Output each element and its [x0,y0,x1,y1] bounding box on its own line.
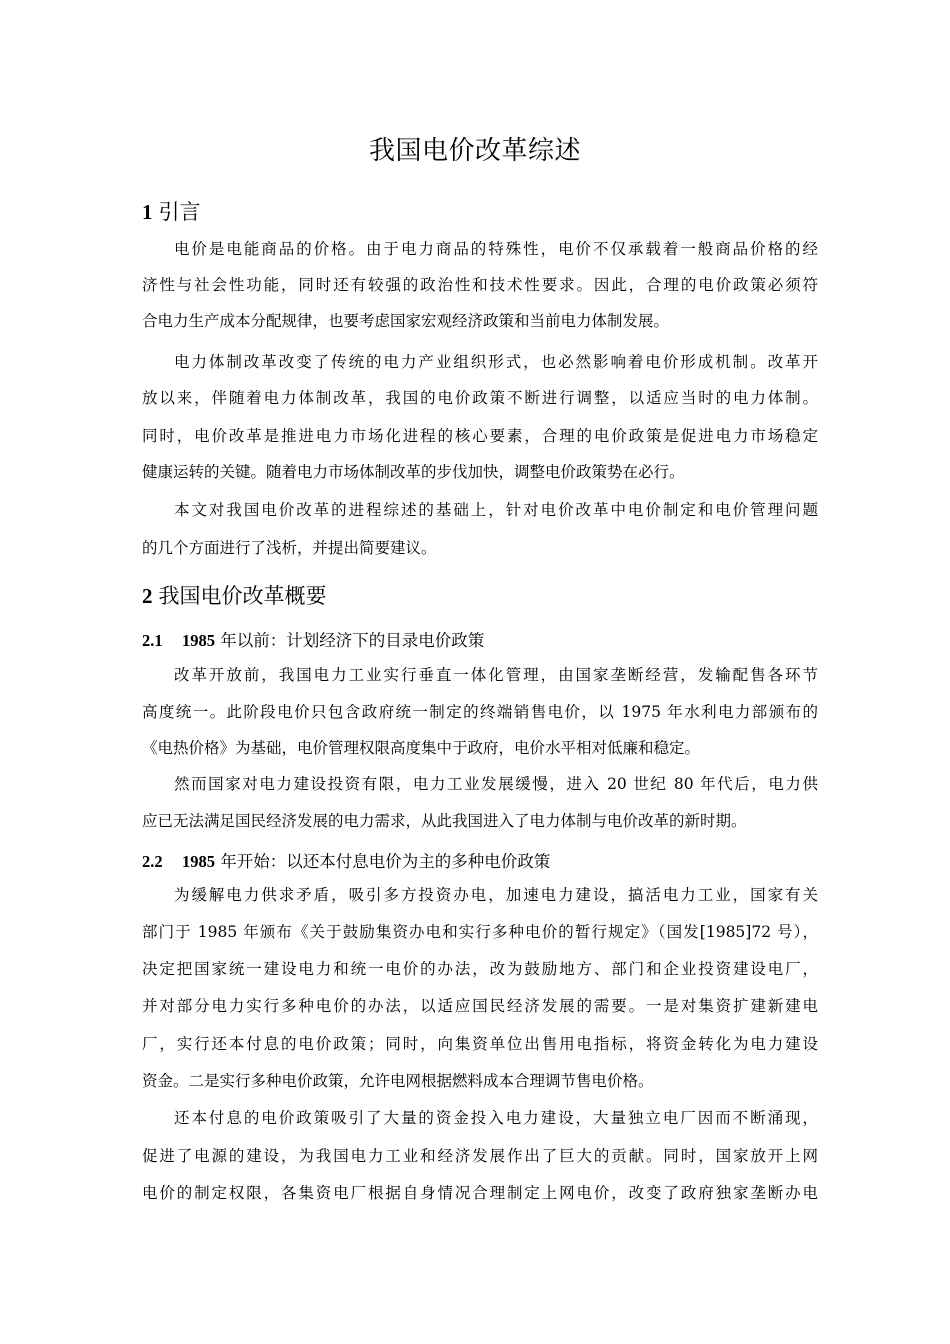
paragraph-line: 健康运转的关键。随着电力市场体制改革的步伐加快，调整电价政策势在必行。 [142,463,685,481]
paragraph-line: 部门于 1985 年颁布《关于鼓励集资办电和实行多种电价的暂行规定》（国发[1985]72 号）， [142,923,818,941]
paragraph-line: 还本付息的电价政策吸引了大量的资金投入电力建设，大量独立电厂因而不断涌现， [174,1109,818,1127]
subsection-number: 2.2 [142,852,163,871]
paragraph-line: 电价是电能商品的价格。由于电力商品的特殊性，电价不仅承载着一般商品价格的经 [174,240,818,258]
paragraph-line: 《电热价格》为基础，电价管理权限高度集中于政府，电价水平相对低廉和稳定。 [142,739,701,757]
paragraph-line: 高度统一。此阶段电价只包含政府统一制定的终端销售电价，以 1975 年水利电力部颁布的 [142,703,818,721]
paragraph-line: 并对部分电力实行多种电价的办法，以适应国民经济发展的需要。一是对集资扩建新建电 [142,997,818,1015]
document-title: 我国电价改革综述 [368,136,581,166]
paragraph-line: 本文对我国电价改革的进程综述的基础上，针对电价改革中电价制定和电价管理问题 [174,501,818,519]
section-title: 我国电价改革概要 [158,584,327,608]
subsection-title: 年开始：以还本付息电价为主的多种电价政策 [220,852,551,871]
paragraph-line: 济性与社会性功能，同时还有较强的政治性和技术性要求。因此，合理的电价政策必须符 [142,276,818,294]
subsection-heading-2-2 [142,848,550,872]
section-title: 引言 [158,200,201,224]
paragraph-line: 放以来，伴随着电力体制改革，我国的电价政策不断进行调整，以适应当时的电力体制。 [142,389,818,407]
paragraph-line: 合电力生产成本分配规律，也要考虑国家宏观经济政策和当前电力体制发展。 [142,312,670,330]
section-number: 2 [142,584,153,608]
paragraph-line: 电价的制定权限，各集资电厂根据自身情况合理制定上网电价，改变了政府独家垄断办电 [142,1184,818,1202]
paragraph-line: 电力体制改革改变了传统的电力产业组织形式，也必然影响着电价形成机制。改革开 [174,353,818,371]
paragraph-line: 改革开放前，我国电力工业实行垂直一体化管理，由国家垄断经营，发输配售各环节 [174,666,818,684]
paragraph-line: 的几个方面进行了浅析，并提出简要建议。 [142,539,437,557]
paragraph-line: 决定把国家统一建设电力和统一电价的办法，改为鼓励地方、部门和企业投资建设电厂， [142,960,818,978]
section-heading-2 [142,580,327,610]
subsection-heading-2-1 [142,627,484,651]
section-heading-1 [142,196,201,226]
subsection-title: 年以前：计划经济下的目录电价政策 [220,631,485,650]
paragraph-line: 然而国家对电力建设投资有限，电力工业发展缓慢，进入 20 世纪 80 年代后，电力供 [174,775,818,793]
section-number: 1 [142,200,153,224]
subsection-number: 2.1 [142,631,163,650]
paragraph-line: 厂，实行还本付息的电价政策；同时，向集资单位出售用电指标，将资金转化为电力建设 [142,1035,818,1053]
subsection-year: 1985 [182,631,215,650]
paragraph-line: 同时，电价改革是推进电力市场化进程的核心要素，合理的电价政策是促进电力市场稳定 [142,427,818,445]
paragraph-line: 为缓解电力供求矛盾，吸引多方投资办电，加速电力建设，搞活电力工业，国家有关 [174,886,818,904]
paragraph-line: 应已无法满足国民经济发展的电力需求，从此我国进入了电力体制与电价改革的新时期。 [142,812,747,830]
paragraph-line: 资金。二是实行多种电价政策，允许电网根据燃料成本合理调节售电价格。 [142,1072,654,1090]
subsection-year: 1985 [182,852,215,871]
paragraph-line: 促进了电源的建设，为我国电力工业和经济发展作出了巨大的贡献。同时，国家放开上网 [142,1147,818,1165]
